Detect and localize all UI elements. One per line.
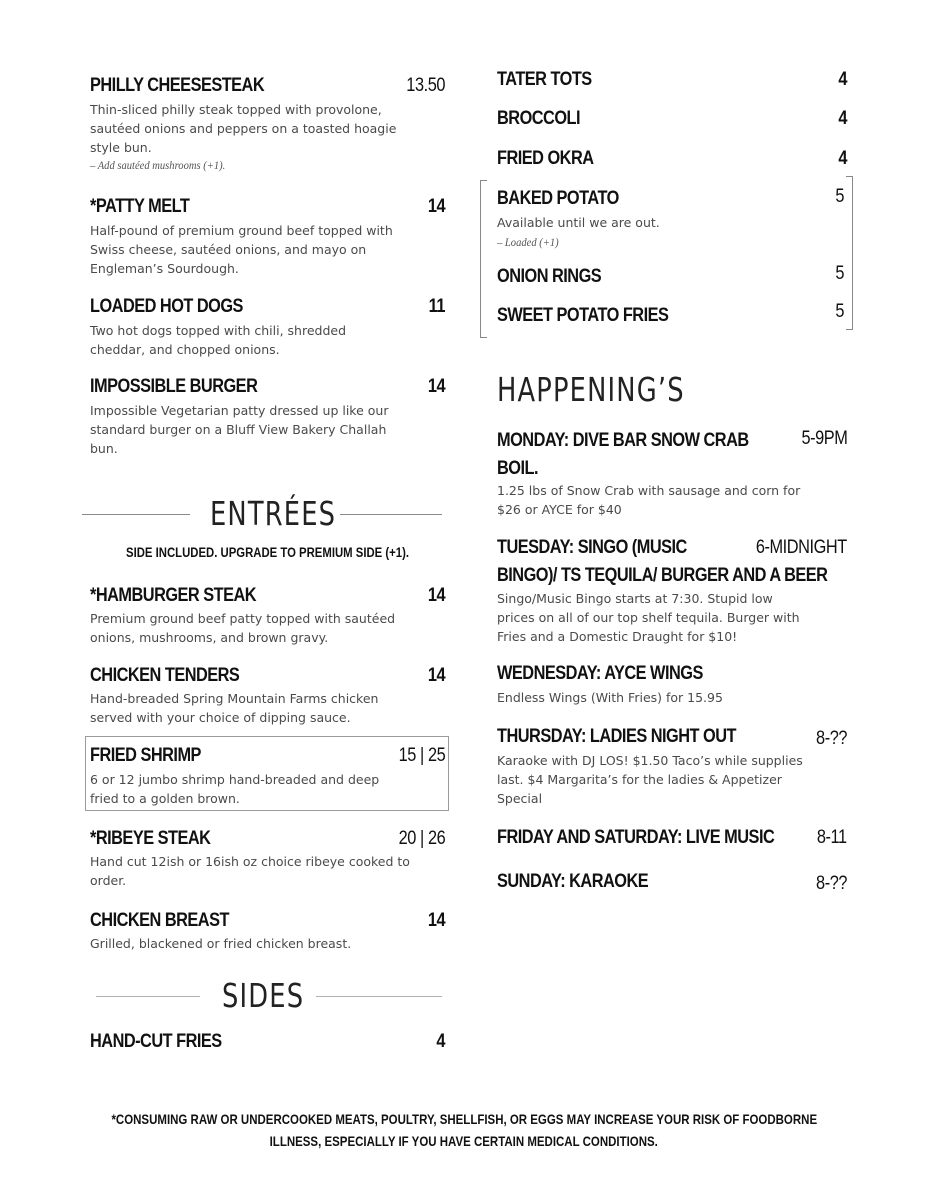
side-item-price: 4 <box>838 148 847 169</box>
divider-line <box>82 514 190 515</box>
event-time: 8-?? <box>816 728 847 749</box>
menu-item-price: 14 <box>427 196 445 217</box>
menu-item-name: IMPOSSIBLE BURGER <box>90 376 258 397</box>
side-item-name: BAKED POTATO <box>497 188 619 209</box>
menu-item-desc: Grilled, blackened or fried chicken breast. <box>90 936 352 951</box>
side-item-price: 4 <box>838 69 847 90</box>
side-item-name: BROCCOLI <box>497 108 581 129</box>
menu-item-price: 20 | 26 <box>398 828 445 849</box>
menu-item-desc: Hand cut 12ish or 16ish oz choice ribeye cooked to order. <box>90 854 410 888</box>
menu-item-desc: Half-pound of premium ground beef topped with Swiss cheese, sautéed onions, and mayo on Engleman’s Sourdough. <box>90 223 393 276</box>
divider-line <box>96 996 200 997</box>
side-item-note: – Loaded (+1) <box>497 235 559 249</box>
event-name: TUESDAY: SINGO (MUSIC <box>497 537 687 558</box>
event-name: BOIL. <box>497 458 538 479</box>
event-time: 8-?? <box>816 873 847 894</box>
premium-sides-bracket-right <box>846 176 853 330</box>
disclaimer-line: ILLNESS, ESPECIALLY IF YOU HAVE CERTAIN MEDICAL CONDITIONS. <box>269 1133 659 1149</box>
menu-item-name: HAND-CUT FRIES <box>90 1031 222 1052</box>
disclaimer-line: *CONSUMING RAW OR UNDERCOOKED MEATS, POULTRY, SHELLFISH, OR EGGS MAY INCREASE YOUR RISK OF FOODBORNE <box>111 1111 817 1127</box>
event-name: THURSDAY: LADIES NIGHT OUT <box>497 726 736 747</box>
event-time: 6-MIDNIGHT <box>755 537 847 558</box>
menu-item-desc: Two hot dogs topped with chili, shredded cheddar, and chopped onions. <box>90 323 347 357</box>
menu-item-note: – Add sautéed mushrooms (+1). <box>90 158 226 172</box>
event-time: 5-9PM <box>801 428 847 449</box>
menu-item-name: FRIED SHRIMP <box>90 745 201 766</box>
menu-item-desc: 6 or 12 jumbo shrimp hand-breaded and deep fried to a golden brown. <box>90 772 380 806</box>
menu-item-name: *RIBEYE STEAK <box>90 828 211 849</box>
side-item-name: TATER TOTS <box>497 69 592 90</box>
menu-item-desc: Premium ground beef patty topped with sautéed onions, mushrooms, and brown gravy. <box>90 611 396 645</box>
menu-item-name: LOADED HOT DOGS <box>90 296 243 317</box>
menu-item-desc: Thin-sliced philly steak topped with provolone, sautéed onions and peppers on a toasted hoagie style bun. <box>90 102 397 155</box>
event-name: SUNDAY: KARAOKE <box>497 871 649 892</box>
side-item-price: 4 <box>838 108 847 129</box>
side-item-price: 5 <box>835 301 844 322</box>
section-title-entrees: ENTRÉES <box>210 494 337 533</box>
event-desc: Endless Wings (With Fries) for 15.95 <box>497 690 723 705</box>
event-name: FRIDAY AND SATURDAY: LIVE MUSIC <box>497 827 775 848</box>
entrees-side-note: SIDE INCLUDED. UPGRADE TO PREMIUM SIDE (+1). <box>126 545 410 560</box>
side-item-name: ONION RINGS <box>497 266 602 287</box>
menu-item-name: *PATTY MELT <box>90 196 190 217</box>
side-item-price: 5 <box>835 263 844 284</box>
side-item-name: SWEET POTATO FRIES <box>497 305 669 326</box>
allergy-disclaimer <box>0 1108 928 1152</box>
event-desc: Singo/Music Bingo starts at 7:30. Stupid low prices on all of our top shelf tequila. Burger with Fries and a Domestic Draught for $10! <box>497 591 800 644</box>
menu-item-name: PHILLY CHEESESTEAK <box>90 75 265 96</box>
menu-item-name: CHICKEN BREAST <box>90 910 229 931</box>
menu-item-price: 11 <box>428 296 445 317</box>
section-title-happenings: HAPPENING’S <box>497 370 685 409</box>
event-name: BINGO)/ TS TEQUILA/ BURGER AND A BEER <box>497 565 828 586</box>
menu-item-desc: Impossible Vegetarian patty dressed up like our standard burger on a Bluff View Bakery Challah bun. <box>90 403 389 456</box>
menu-item-price: 14 <box>427 376 445 397</box>
menu-item-price: 15 | 25 <box>398 745 445 766</box>
side-item-desc: Available until we are out. <box>497 215 660 230</box>
menu-item-name: *HAMBURGER STEAK <box>90 585 257 606</box>
menu-item-price: 14 <box>427 585 445 606</box>
side-item-name: FRIED OKRA <box>497 148 594 169</box>
premium-sides-bracket-left <box>480 180 487 338</box>
divider-line <box>316 996 442 997</box>
menu-item-desc: Hand-breaded Spring Mountain Farms chicken served with your choice of dipping sauce. <box>90 691 379 725</box>
event-name: WEDNESDAY: AYCE WINGS <box>497 663 703 684</box>
event-time: 8-11 <box>817 827 847 848</box>
menu-item-price: 14 <box>427 665 445 686</box>
side-item-price: 5 <box>835 186 844 207</box>
menu-item-name: CHICKEN TENDERS <box>90 665 240 686</box>
event-name: MONDAY: DIVE BAR SNOW CRAB <box>497 430 749 451</box>
section-title-sides: SIDES <box>222 976 305 1015</box>
menu-item-price: 14 <box>427 910 445 931</box>
event-desc: Karaoke with DJ LOS! $1.50 Taco’s while supplies last. $4 Margarita’s for the ladies & Appetizer Special <box>497 753 803 806</box>
divider-line <box>340 514 442 515</box>
menu-item-price: 4 <box>436 1031 445 1052</box>
menu-item-price: 13.50 <box>406 75 445 96</box>
event-desc: 1.25 lbs of Snow Crab with sausage and corn for $26 or AYCE for $40 <box>497 483 801 517</box>
